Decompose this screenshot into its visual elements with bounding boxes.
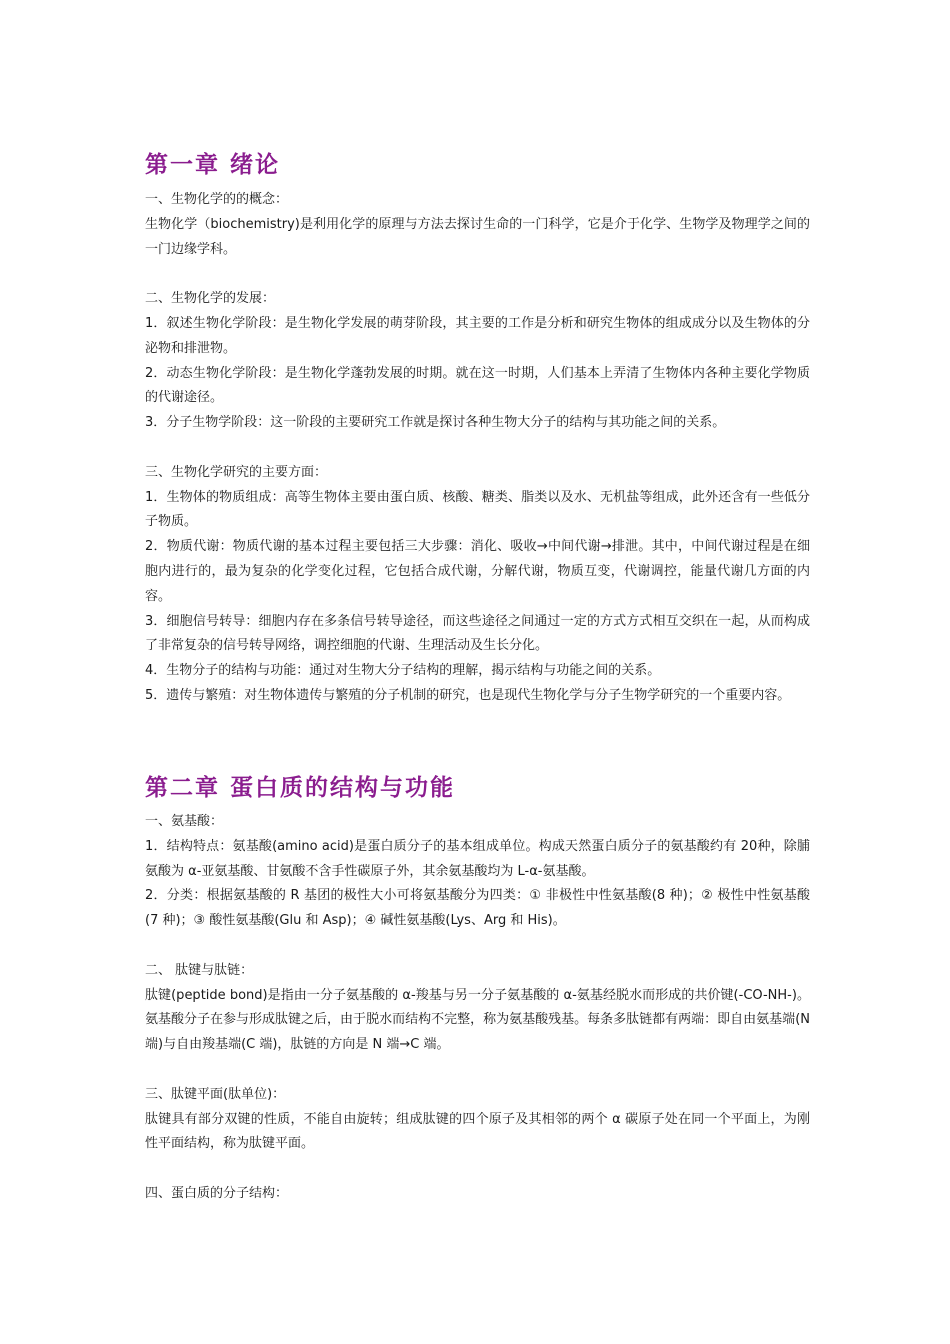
spacer xyxy=(145,1058,810,1083)
paragraph: 肽键具有部分双键的性质，不能自由旋转；组成肽键的四个原子及其相邻的两个 α 碳原子处在同一个平面上，为刚性平面结构，称为肽键平面。 xyxy=(145,1111,810,1152)
section-heading: 三、生物化学研究的主要方面： xyxy=(145,464,328,480)
list-item: 2．动态生物化学阶段：是生物化学蓬勃发展的时期。就在这一时期，人们基本上弄清了生物体内各种主要化学物质的代谢途径。 xyxy=(145,365,810,406)
paragraph: 肽键(peptide bond)是指由一分子氨基酸的 α-羧基与另一分子氨基酸的 α-氨基经脱水而形成的共价键(-CO-NH-)。氨基酸分子在参与形成肽键之后，由于脱水而结构不完整，称为氨基酸残基。每条多肽链都有两端：即自由氨基端(N 端)与自由羧基端(C 端)，肽链的方向是 N 端→C 端。 xyxy=(145,987,810,1053)
list-item: 1．叙述生物化学阶段：是生物化学发展的萌芽阶段，其主要的工作是分析和研究生物体的组成成分以及生物体的分泌物和排泄物。 xyxy=(145,315,810,356)
section-heading: 三、肽键平面(肽单位)： xyxy=(145,1086,286,1102)
section-heading: 二、 肽键与肽链： xyxy=(145,962,254,978)
chapter-1-title: 第一章 绪论 xyxy=(145,151,281,178)
list-item: 3．分子生物学阶段：这一阶段的主要研究工作就是探讨各种生物大分子的结构与其功能之间的关系。 xyxy=(145,415,726,431)
list-item: 4．生物分子的结构与功能：通过对生物大分子结构的理解，揭示结构与功能之间的关系。 xyxy=(145,663,661,679)
list-item: 1．结构特点：氨基酸(amino acid)是蛋白质分子的基本组成单位。构成天然蛋白质分子的氨基酸约有 20种，除脯氨酸为 α-亚氨基酸、甘氨酸不含手性碳原子外，其余氨基酸均为 L-α-氨基酸。 xyxy=(145,838,810,879)
section-heading: 一、生物化学的的概念： xyxy=(145,192,289,207)
list-item: 2．物质代谢：物质代谢的基本过程主要包括三大步骤：消化、吸收→中间代谢→排泄。其中，中间代谢过程是在细胞内进行的，最为复杂的化学变化过程，它包括合成代谢，分解代谢，物质互变，代谢调控，能量代谢几方面的内容。 xyxy=(145,539,810,604)
list-item: 5．遗传与繁殖：对生物体遗传与繁殖的分子机制的研究，也是现代生物化学与分子生物学研究的一个重要内容。 xyxy=(145,687,791,703)
section-heading: 二、生物化学的发展： xyxy=(145,291,276,307)
spacer xyxy=(145,934,810,959)
spacer xyxy=(145,1157,810,1182)
list-item: 2．分类：根据氨基酸的 R 基团的极性大小可将氨基酸分为四类：① 非极性中性氨基酸(8 种)；② 极性中性氨基酸(7 种)；③ 酸性氨基酸(Glu 和 Asp)；④ 碱性氨基酸(Lys、Arg 和 His)。 xyxy=(145,888,810,929)
spacer xyxy=(145,262,810,287)
list-item: 1．生物体的物质组成：高等生物体主要由蛋白质、核酸、糖类、脂类以及水、无机盐等组成，此外还含有一些低分子物质。 xyxy=(145,489,810,530)
chapter-2-body xyxy=(145,810,810,1207)
section-heading: 四、蛋白质的分子结构： xyxy=(145,1185,289,1201)
chapter-2-title: 第二章 蛋白质的结构与功能 xyxy=(145,774,456,801)
list-item: 3．细胞信号转导：细胞内存在多条信号转导途径，而这些途径之间通过一定的方式方式相互交织在一起，从而构成了非常复杂的信号转导网络，调控细胞的代谢、生理活动及生长分化。 xyxy=(145,613,810,654)
spacer xyxy=(145,436,810,461)
paragraph: 生物化学（biochemistry)是利用化学的原理与方法去探讨生命的一门科学，它是介于化学、生物学及物理学之间的一门边缘学科。 xyxy=(145,216,810,257)
chapter-1-body xyxy=(145,188,810,709)
section-heading: 一、氨基酸： xyxy=(145,814,224,829)
